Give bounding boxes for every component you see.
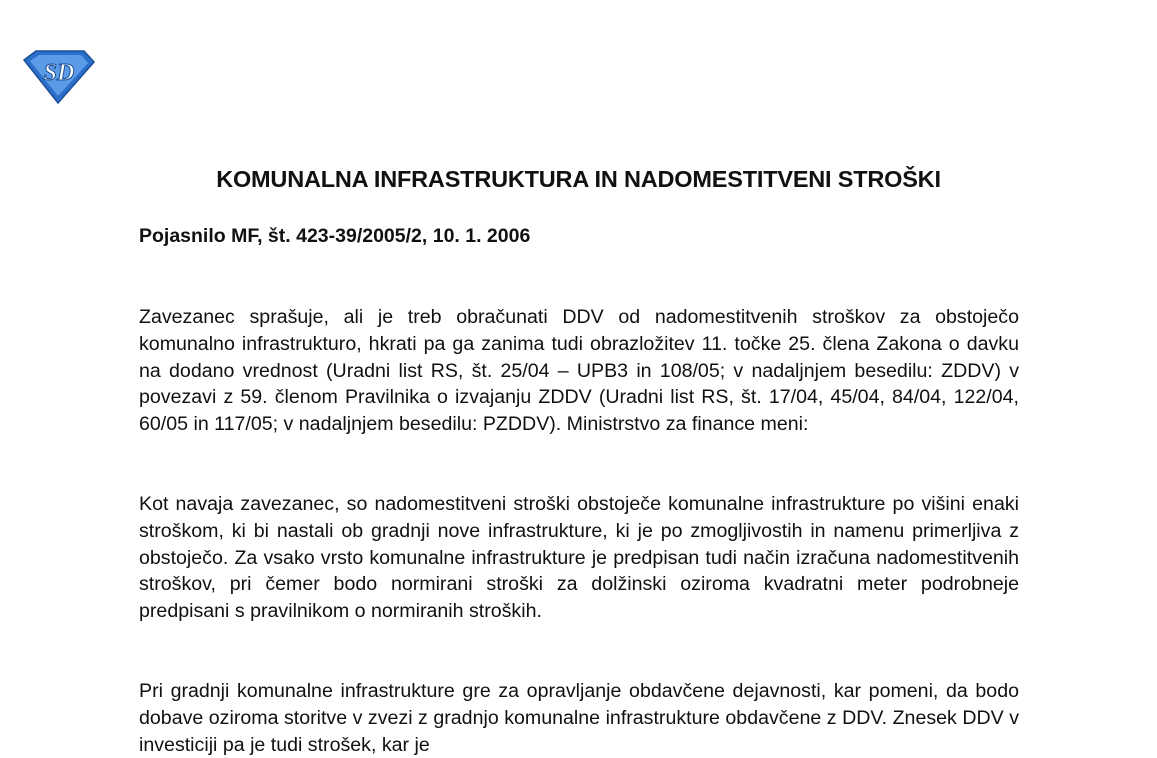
svg-text:SD: SD xyxy=(43,60,75,86)
paragraph-3: Pri gradnji komunalne infrastrukture gre za opravljanje obdavčene dejavnosti, kar pomeni, da bodo dobave oziroma storitve v zvezi z gradnjo komunalne infrastrukture obdavčene z DDV. Znesek DDV v investiciji pa je tudi strošek, kar je xyxy=(139,680,1019,756)
company-logo-icon xyxy=(22,48,96,104)
paragraph-1: Zavezanec sprašuje, ali je treb obračunati DDV od nadomestitvenih stroškov za obstoječo komunalno infrastrukturo, hkrati pa ga zanima tudi obrazložitev 11. točke 25. člena Zakona o davku na dodano vrednost (Uradni list RS, št. 25/04 – UPB3 in 108/05; v nadaljnjem besedilu: ZDDV) v povezavi z 59. členom Pravilnika o izvajanju ZDDV (Uradni list RS, št. 17/04, 45/04, 84/04, 122/04, 60/05 in 117/05; v nadaljnjem besedilu: PZDDV). Ministrstvo za finance meni: xyxy=(139,306,1019,436)
document-subtitle: Pojasnilo MF, št. 423-39/2005/2, 10. 1. 2006 xyxy=(139,225,531,247)
document-title: KOMUNALNA INFRASTRUKTURA IN NADOMESTITVENI STROŠKI xyxy=(216,166,941,192)
paragraph-2: Kot navaja zavezanec, so nadomestitveni stroški obstoječe komunalne infrastrukture po višini enaki stroškom, ki bi nastali ob gradnji nove infrastrukture, ki je po zmogljivostih in namenu primerljiva z obstoječo. Za vsako vrsto komunalne infrastrukture je predpisan tudi način izračuna nadomestitvenih stroškov, pri čemer bodo normirani stroški za dolžinski oziroma kvadratni meter podrobneje predpisani s pravilnikom o normiranih stroških. xyxy=(139,493,1019,623)
